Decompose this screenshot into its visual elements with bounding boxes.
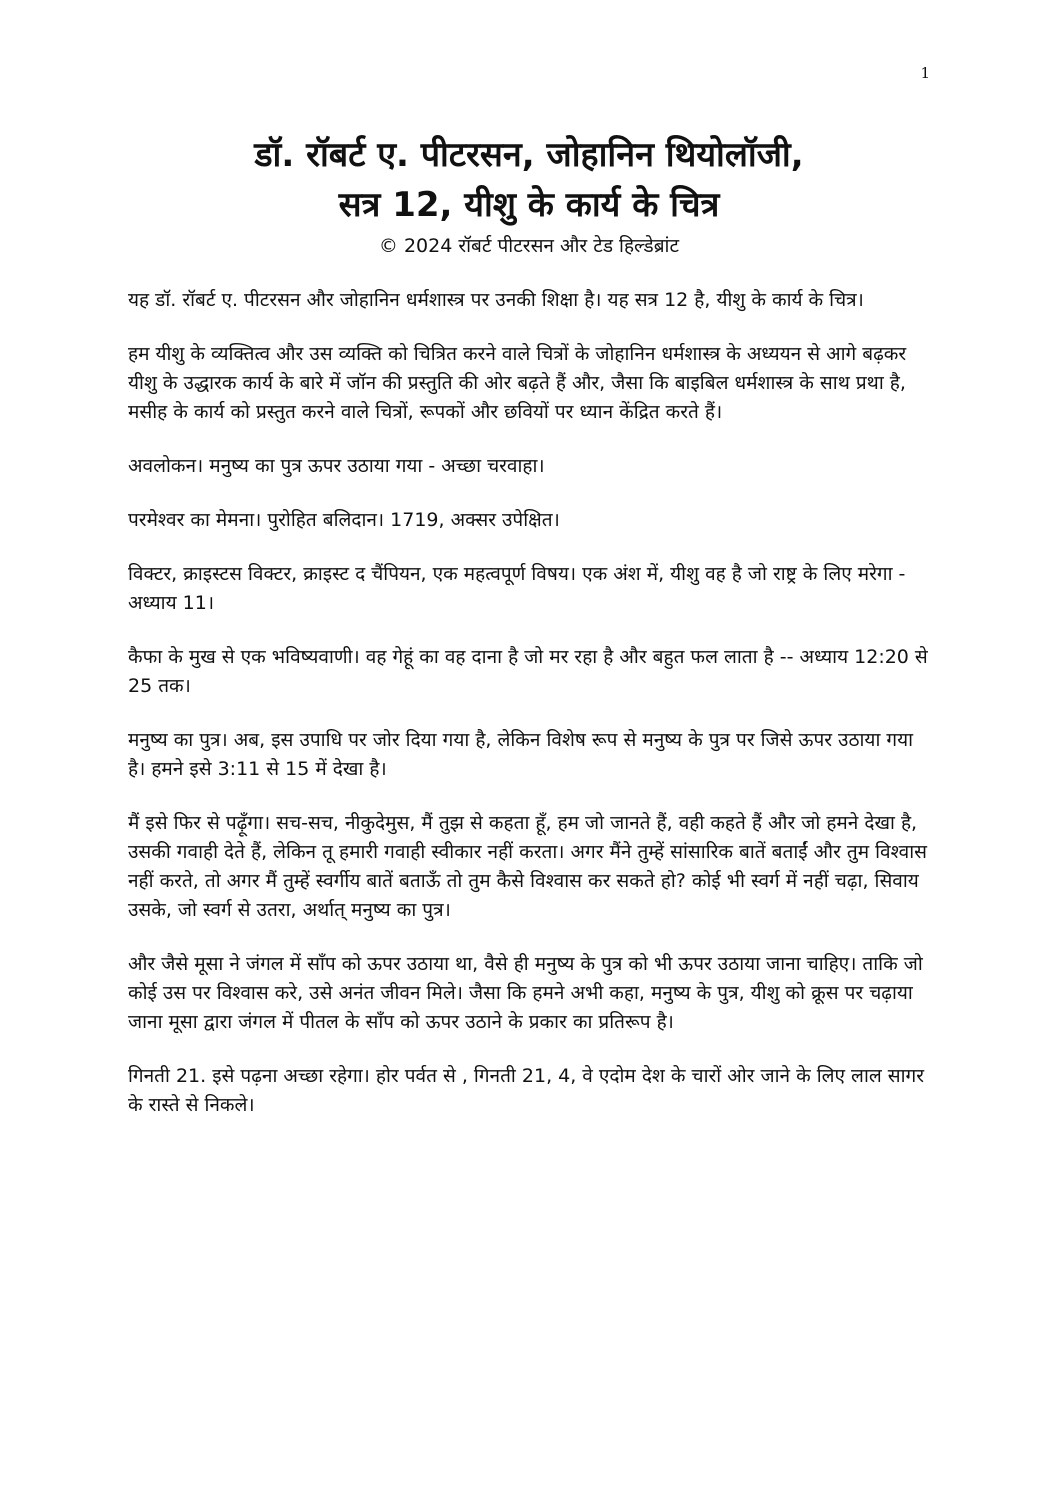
paragraph: परमेश्वर का मेमना। पुरोहित बलिदान। 1719, अक्सर उपेक्षित।	[128, 509, 560, 531]
copyright-notice: © 2024 रॉबर्ट पीटरसन और टेड हिल्डेब्रांट	[378, 235, 680, 257]
paragraph: कैफा के मुख से एक भविष्यवाणी। वह गेहूं का वह दाना है जो मर रहा है और बहुत फल लाता है -- अध्याय 12:20 से 25 तक।	[128, 646, 928, 697]
document-title-line-2: सत्र 12, यीशु के कार्य के चित्र	[338, 185, 720, 225]
paragraph: और जैसे मूसा ने जंगल में साँप को ऊपर उठाया था, वैसे ही मनुष्य के पुत्र को भी ऊपर उठाया जाना चाहिए। ताकि जो कोई उस पर विश्वास करे, उसे अनंत जीवन मिले। जैसा कि हमने अभी कहा, मनुष्य के पुत्र, यीशु को क्रूस पर चढ़ाया जाना मूसा द्वारा जंगल में पीतल के साँप को ऊपर उठाने के प्रकार का प्रतिरूप है।	[128, 953, 923, 1033]
paragraph: हम यीशु के व्यक्तित्व और उस व्यक्ति को चित्रित करने वाले चित्रों के जोहानिन धर्मशास्त्र के अध्ययन से आगे बढ़कर यीशु के उद्धारक कार्य के बारे में जॉन की प्रस्तुति की ओर बढ़ते हैं और, जैसा कि बाइबिल धर्मशास्त्र के साथ प्रथा है, मसीह के कार्य को प्रस्तुत करने वाले चित्रों, रूपकों और छवियों पर ध्यान केंद्रित करते हैं।	[128, 343, 907, 423]
paragraph: विक्टर, क्राइस्टस विक्टर, क्राइस्ट द चैंपियन, एक महत्वपूर्ण विषय। एक अंश में, यीशु वह है जो राष्ट्र के लिए मरेगा - अध्याय 11।	[128, 563, 906, 614]
document-header	[0, 130, 1058, 260]
document-title-line-1: डॉ. रॉबर्ट ए. पीटरसन, जोहानिन थियोलॉजी,	[254, 135, 804, 175]
paragraph: मैं इसे फिर से पढ़ूँगा। सच-सच, नीकुदेमुस, मैं तुझ से कहता हूँ, हम जो जानते हैं, वही कहते हैं और जो हमने देखा है, उसकी गवाही देते हैं, लेकिन तू हमारी गवाही स्वीकार नहीं करता। अगर मैंने तुम्हें सांसारिक बातें बताईं और तुम विश्वास नहीं करते, तो अगर मैं तुम्हें स्वर्गीय बातें बताऊँ तो तुम कैसे विश्वास कर सकते हो? कोई भी स्वर्ग में नहीं चढ़ा, सिवाय उसके, जो स्वर्ग से उतरा, अर्थात् मनुष्य का पुत्र।	[128, 812, 927, 921]
paragraph: मनुष्य का पुत्र। अब, इस उपाधि पर जोर दिया गया है, लेकिन विशेष रूप से मनुष्य के पुत्र पर जिसे ऊपर उठाया गया है। हमने इसे 3:11 से 15 में देखा है।	[128, 729, 914, 780]
document-body	[128, 286, 930, 1145]
paragraph: यह डॉ. रॉबर्ट ए. पीटरसन और जोहानिन धर्मशास्त्र पर उनकी शिक्षा है। यह सत्र 12 है, यीशु के कार्य के चित्र।	[128, 289, 864, 311]
paragraph: अवलोकन। मनुष्य का पुत्र ऊपर उठाया गया - अच्छा चरवाहा।	[128, 455, 545, 477]
page-number: 1	[920, 64, 930, 82]
paragraph: गिनती 21. इसे पढ़ना अच्छा रहेगा। होर पर्वत से , गिनती 21, 4, वे एदोम देश के चारों ओर जाने के लिए लाल सागर के रास्ते से निकले।	[128, 1065, 925, 1116]
